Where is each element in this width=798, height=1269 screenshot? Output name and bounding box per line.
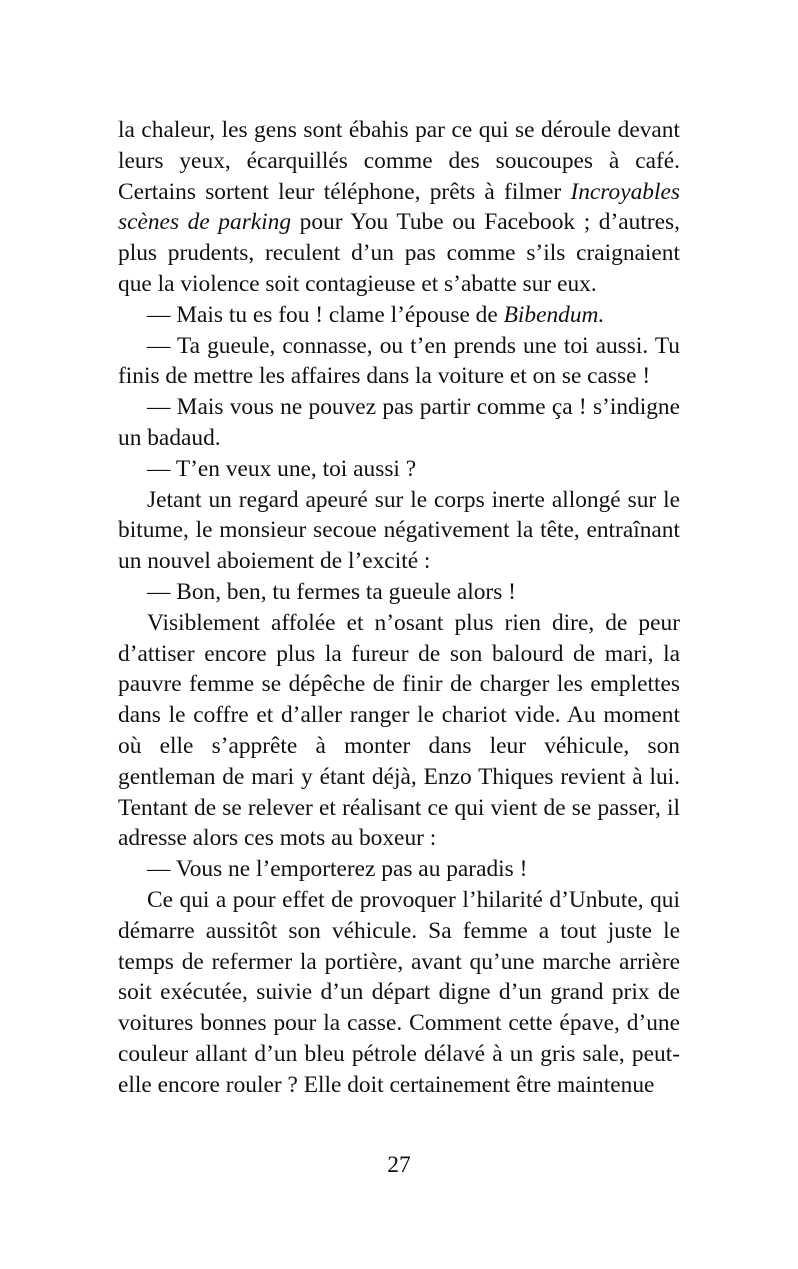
paragraph xyxy=(118,115,680,300)
text-segment: Ce qui a pour effet de provoquer l’hilarité d’Unbute, qui démarre aussitôt son véhicule. Sa femme a tout juste le temps de refermer la portière, avant qu’une marche arrière soit exécutée, suivie d’un départ digne d’un grand prix de voitures bonnes pour la casse. Comment cette épave, d’une couleur allant d’un bleu pétrole délavé à un gris sale, peut-elle encore rouler ? Elle doit certainement être maintenue xyxy=(118,886,680,1098)
text-segment: Visiblement affolée et n’osant plus rien dire, de peur d’attiser encore plus la fureur de son balourd de mari, la pauvre femme se dépêche de finir de charger les emplettes dans le coffre et d’aller ranger le chariot vide. Au moment où elle s’apprête à monter dans leur véhicule, son gentleman de mari y étant déjà, Enzo Thiques revient à lui. Tentant de se relever et réalisant ce qui vient de se passer, il adresse alors ces mots au boxeur : xyxy=(118,609,680,852)
text-segment: pour You Tube ou Facebook ; d’autres, plus prudents, reculent d’un pas comme s’ils craignaient que la violence soit contagieuse et s’abatte sur eux. xyxy=(118,209,680,297)
text-segment: — Bon, ben, tu fermes ta gueule alors ! xyxy=(147,578,516,605)
italic-text: Incroyables scènes de parking xyxy=(118,178,680,236)
text-segment: — Ta gueule, connasse, ou t’en prends une toi aussi. Tu finis de mettre les affaires dans la voiture et on se casse ! xyxy=(118,332,680,390)
paragraph xyxy=(118,854,680,885)
italic-text: Bibendum. xyxy=(503,301,605,328)
paragraph xyxy=(118,392,680,454)
text-segment: la chaleur, les gens sont ébahis par ce qui se déroule devant leurs yeux, écarquillés comme des soucoupes à café. Certains sortent leur téléphone, prêts à filmer xyxy=(118,117,680,205)
page-number: 27 xyxy=(387,1152,411,1178)
paragraph xyxy=(118,577,680,608)
paragraph xyxy=(118,454,680,485)
text-segment: — Mais vous ne pouvez pas partir comme ça ! s’indigne un badaud. xyxy=(118,394,680,451)
text-segment: — T’en veux une, toi aussi ? xyxy=(147,455,417,482)
paragraph xyxy=(118,331,680,393)
text-segment: Jetant un regard apeuré sur le corps inerte allongé sur le bitume, le monsieur secoue négativement la tête, entraînant un nouvel aboiement de l’excité : xyxy=(118,486,680,575)
paragraph xyxy=(118,300,680,331)
text-segment: — Mais tu es fou ! clame l’épouse de xyxy=(147,301,504,328)
paragraph xyxy=(118,608,680,854)
text-segment: — Vous ne l’emporterez pas au paradis ! xyxy=(147,856,528,883)
paragraph xyxy=(118,485,680,577)
paragraph xyxy=(118,885,680,1101)
body-text xyxy=(118,115,680,1101)
